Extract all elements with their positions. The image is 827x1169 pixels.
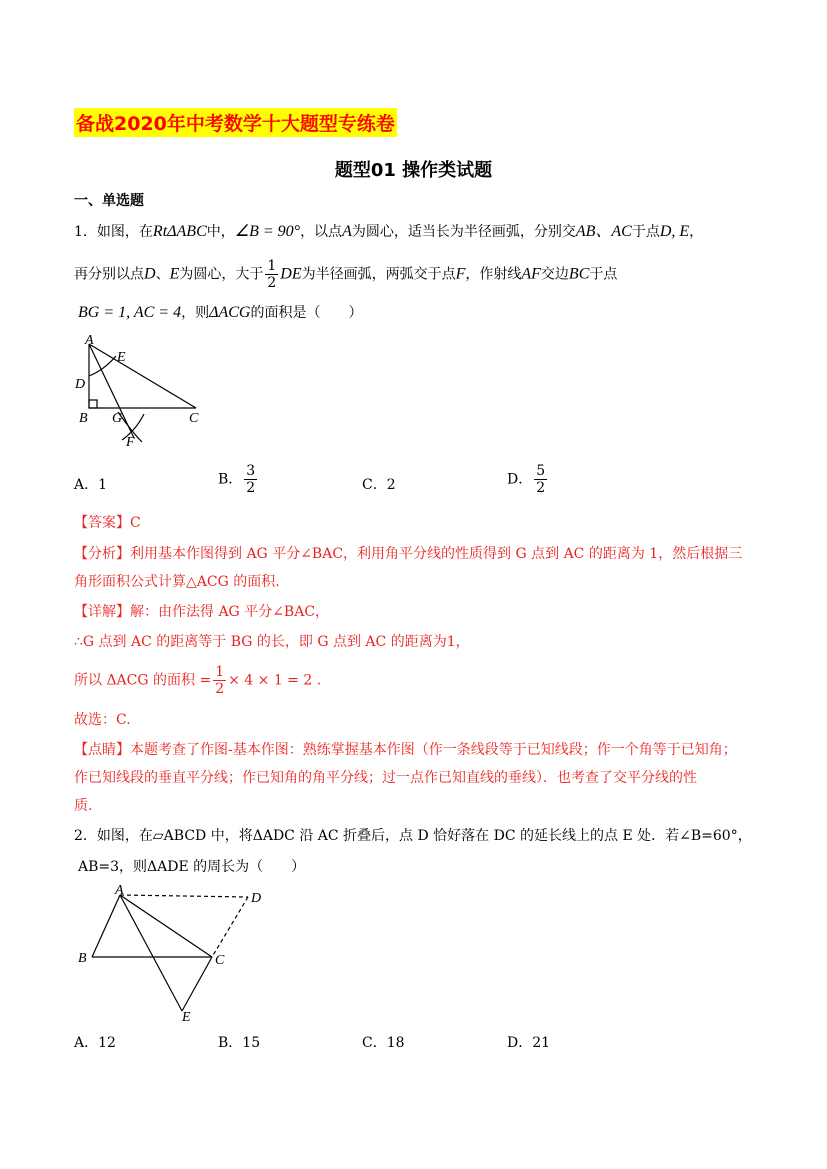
q1-option-a: A．1 — [74, 477, 108, 493]
q1-choice: 故选：C. — [74, 712, 131, 728]
q1-comment-2: 作已知线段的垂直平分线；作已知角的角平分线；过一点作已知直线的垂线）．也考查了交平分线的性 — [74, 770, 697, 786]
segment-dc — [212, 897, 248, 957]
q1-line-3: BG = 1, AC = 4，则ΔACG的面积是（ ） — [78, 304, 363, 321]
option-d-fraction: $\frac{5}{2}$ — [536, 463, 546, 496]
label-c: C — [215, 953, 225, 968]
q2-option-d: D．21 — [507, 1035, 551, 1051]
label-a: A — [85, 333, 94, 348]
q1-detail-3: 所以 ΔACG 的面积 = $\frac{1}{2}$ × 4 × 1 = 2 . — [74, 664, 322, 697]
series-banner: 备战2020年中考数学十大题型专练卷 — [74, 108, 397, 137]
label-e: E — [182, 1010, 191, 1023]
half-fraction: $\frac{1}{2}$ — [267, 258, 277, 291]
right-angle-mark — [89, 400, 97, 408]
segment-ac — [89, 344, 196, 408]
q1-option-b: B． $\frac{3}{2}$ — [218, 463, 256, 496]
q1-answer: 【答案】C — [74, 515, 141, 531]
q1-option-d: D． $\frac{5}{2}$ — [507, 463, 546, 496]
q2-option-b: B．15 — [218, 1035, 261, 1051]
q2-line-1: 2．如图，在▱ABCD 中，将ΔADC 沿 AC 折叠后，点 D 恰好落在 DC 的延长线上的点 E 处．若∠B=60°， — [74, 828, 752, 844]
q1-detail-2: ∴G 点到 AC 的距离等于 BG 的长，即 G 点到 AC 的距离为1， — [74, 634, 470, 650]
section-heading: 一、单选题 — [74, 193, 144, 209]
label-f: F — [126, 435, 135, 450]
q1-comment-3: 质. — [74, 798, 93, 814]
q2-line-2: AB=3，则ΔADE 的周长为（ ） — [78, 859, 306, 875]
q1-option-c: C．2 — [362, 477, 396, 493]
label-b: B — [79, 411, 88, 426]
label-e: E — [117, 350, 126, 365]
label-d: D — [75, 377, 86, 392]
page-title: 题型01 操作类试题 — [334, 160, 493, 181]
label-d: D — [251, 891, 262, 906]
label-c: C — [189, 411, 199, 426]
label-a: A — [115, 883, 124, 898]
q1-figure — [70, 330, 220, 450]
q1-comment: 【点睛】本题考查了作图-基本作图：熟练掌握基本作图（作一条线段等于已知线段；作一个角等于已知角； — [74, 742, 737, 758]
q2-option-a: A．12 — [74, 1035, 116, 1051]
q1-analysis-cont: 角形面积公式计算△ACG 的面积. — [74, 574, 280, 590]
q1-detail: 【详解】解：由作法得 AG 平分∠BAC， — [74, 604, 330, 620]
segment-ab — [92, 895, 120, 957]
label-g: G — [112, 411, 123, 426]
q2-figure — [72, 883, 272, 1023]
q1-line-2: 再分别以点D、E为圆心，大于 $\frac{1}{2}$ DE为半径画弧，两弧交于点F，作射线AF交边BC于点 — [74, 258, 618, 291]
segment-ce — [182, 957, 212, 1011]
option-b-fraction: $\frac{3}{2}$ — [246, 463, 256, 496]
segment-ac — [120, 895, 212, 957]
segment-ae — [120, 895, 182, 1011]
label-b: B — [78, 951, 87, 966]
q1-analysis: 【分析】利用基本作图得到 AG 平分∠BAC，利用角平分线的性质得到 G 点到 AC 的距离为 1，然后根据三 — [74, 546, 743, 562]
detail-fraction: $\frac{1}{2}$ — [215, 664, 225, 697]
q1-line-1: 1．如图，在RtΔABC中，∠B = 90°，以点A为圆心，适当长为半径画弧，分别交AB、AC于点D, E， — [74, 223, 704, 240]
q2-option-c: C．18 — [362, 1035, 405, 1051]
segment-ad — [120, 895, 248, 897]
